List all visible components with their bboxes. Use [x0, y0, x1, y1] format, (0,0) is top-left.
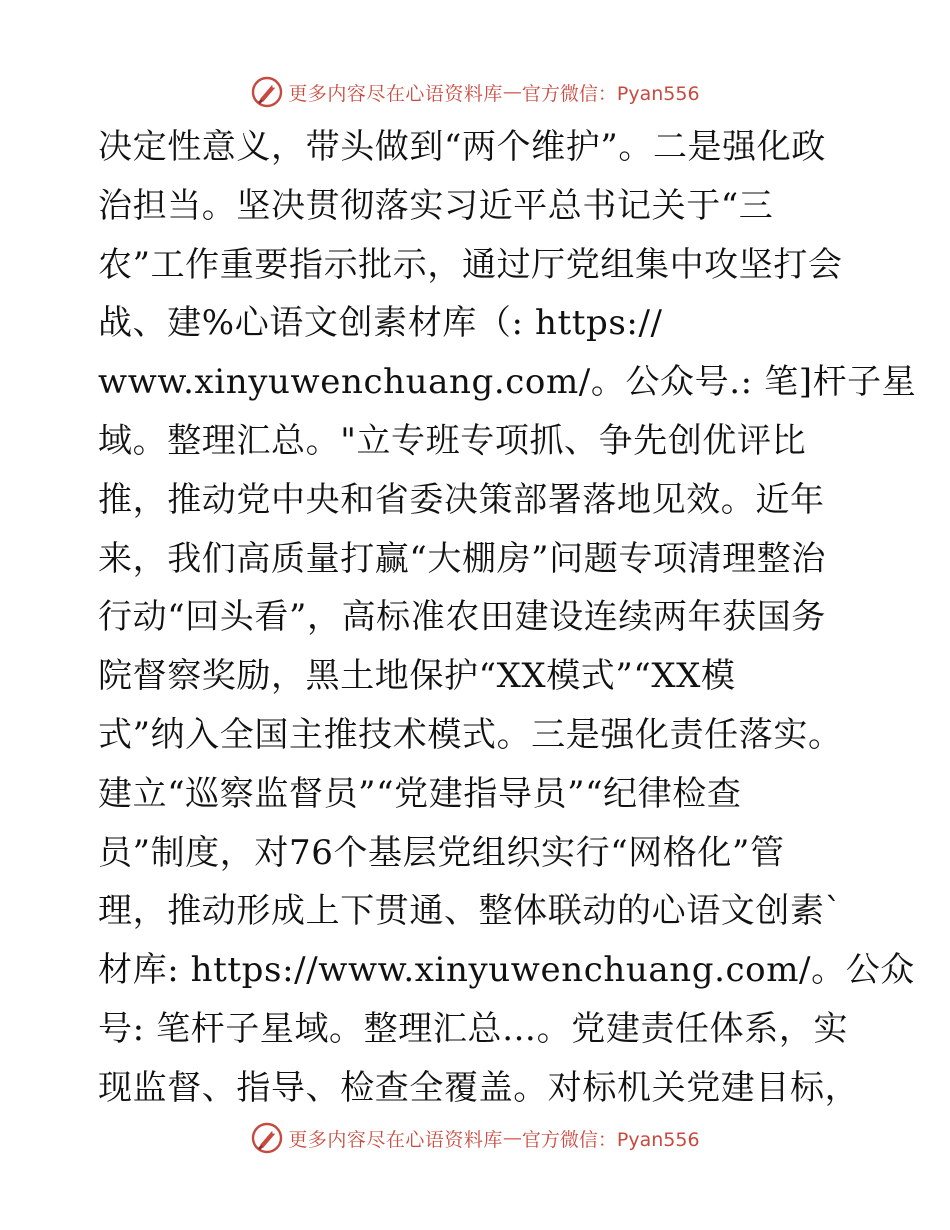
body-line: 决定性意义，带头做到“两个维护”。二是强化政 [98, 127, 826, 167]
body-line: 员”制度，对76个基层党组织实行“网格化”管 [98, 832, 785, 873]
pen-nib-logo-icon [250, 1121, 284, 1155]
header-wechat-text: 官方微信：Pyan556 [521, 82, 700, 105]
footer-separator: — [502, 1127, 522, 1149]
header-separator: — [502, 81, 522, 103]
body-line: 域。整理汇总。"立专班专项抓、争先创优评比 [98, 420, 807, 461]
body-line: www.xinyuwenchuang.com/。公众号.: 笔]杆子星 [98, 362, 917, 403]
body-line: 农”工作重要指示批示，通过厅党组集中攻坚打会 [98, 244, 843, 285]
body-line: 理，推动形成上下贯通、整体联动的心语文创素` [98, 891, 843, 932]
footer-wechat-text: 官方微信：Pyan556 [521, 1128, 700, 1151]
body-line: 号: 笔杆子星域。整理汇总…。党建责任体系，实 [98, 1008, 849, 1049]
header-brand-text: 更多内容尽在心语资料库 [288, 82, 503, 105]
body-line: 推，推动党中央和省委决策部署落地见效。近年 [98, 479, 825, 520]
body-line: 战、建%心语文创素材库（: https:// [98, 303, 663, 344]
body-line: 建立“巡察监督员”“党建指导员”“纪律检查 [98, 773, 742, 814]
body-line: 治担当。坚决贯彻落实习近平总书记关于“三 [98, 185, 774, 226]
footer-brand-text: 更多内容尽在心语资料库 [288, 1128, 503, 1151]
body-line: 材库: https://www.xinyuwenchuang.com/。公众 [98, 950, 915, 991]
body-line: 式”纳入全国主推技术模式。三是强化责任落实。 [98, 714, 843, 755]
body-line: 院督察奖励，黑土地保护“XX模式”“XX模 [98, 656, 736, 697]
pen-nib-logo-icon [250, 75, 284, 109]
document-body [98, 118, 917, 1118]
body-line: 来，我们高质量打赢“大棚房”问题专项清理整治 [98, 538, 826, 579]
body-line: 现监督、指导、检查全覆盖。对标机关党建目标， [98, 1067, 860, 1108]
body-line: 行动“回头看”，高标准农田建设连续两年获国务 [98, 597, 826, 638]
footer-watermark-banner [0, 1118, 950, 1158]
header-watermark-banner [0, 72, 950, 112]
